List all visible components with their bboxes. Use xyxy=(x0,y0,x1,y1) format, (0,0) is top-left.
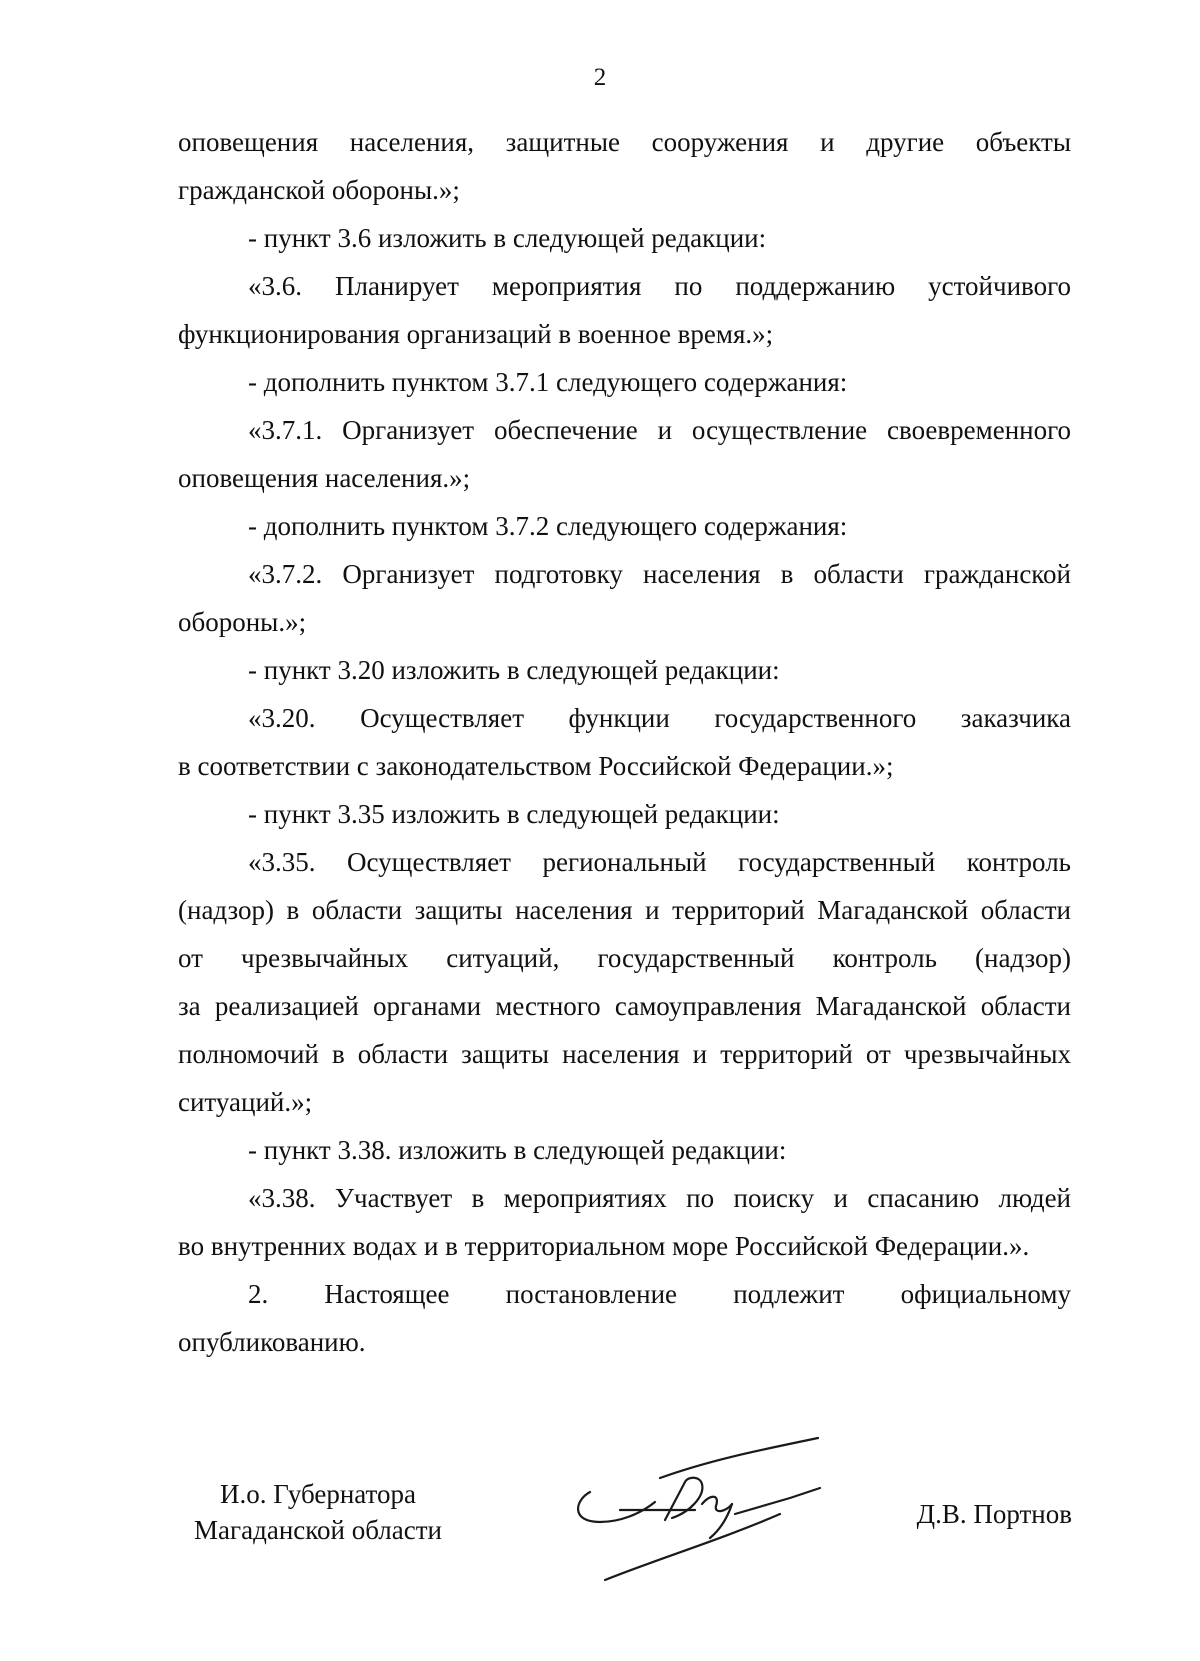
text-line: от чрезвычайных ситуаций, государственный контроль (надзор) xyxy=(178,943,1071,973)
text-line: опубликованию. xyxy=(178,1327,366,1357)
text-line: гражданской обороны.»; xyxy=(178,175,460,205)
text-line: «3.7.2. Организует подготовку населения в области гражданской xyxy=(248,559,1071,589)
text-line: ситуаций.»; xyxy=(178,1087,313,1117)
text-line: - пункт 3.6 изложить в следующей редакции: xyxy=(248,223,767,253)
page-number: 2 xyxy=(593,64,607,91)
text-line: - пункт 3.38. изложить в следующей редакции: xyxy=(248,1135,787,1165)
text-line: оповещения населения.»; xyxy=(178,463,471,493)
text-line: «3.20. Осуществляет функции государственного заказчика xyxy=(248,703,1071,733)
text-line: «3.35. Осуществляет региональный государственный контроль xyxy=(248,847,1071,877)
text-line: за реализацией органами местного самоуправления Магаданской области xyxy=(178,991,1071,1021)
text-line: функционирования организаций в военное время.»; xyxy=(178,319,774,349)
text-line: обороны.»; xyxy=(178,607,307,637)
text-line: полномочий в области защиты населения и территорий от чрезвычайных xyxy=(178,1039,1071,1069)
text-line: - дополнить пунктом 3.7.2 следующего содержания: xyxy=(248,511,848,541)
handwritten-signature xyxy=(560,1430,830,1590)
signer-position-line: Магаданской области xyxy=(194,1515,442,1545)
signer-position xyxy=(178,1476,458,1548)
text-line: оповещения населения, защитные сооружения и другие объекты xyxy=(178,127,1071,157)
signer-position-line: И.о. Губернатора xyxy=(219,1479,416,1509)
text-line: (надзор) в области защиты населения и территорий Магаданской области xyxy=(178,895,1071,925)
text-line: - пункт 3.20 изложить в следующей редакции: xyxy=(248,655,780,685)
text-line: «3.6. Планирует мероприятия по поддержанию устойчивого xyxy=(248,271,1071,301)
document-body xyxy=(178,118,1071,1366)
text-line: во внутренних водах и в территориальном море Российской Федерации.». xyxy=(178,1231,1030,1261)
text-line: «3.7.1. Организует обеспечение и осуществление своевременного xyxy=(248,415,1071,445)
text-line: «3.38. Участвует в мероприятиях по поиску и спасанию людей xyxy=(248,1183,1071,1213)
text-line: - дополнить пунктом 3.7.1 следующего содержания: xyxy=(248,367,848,397)
signer-name: Д.В. Портнов xyxy=(916,1499,1072,1529)
text-line: - пункт 3.35 изложить в следующей редакции: xyxy=(248,799,780,829)
text-line: 2. Настоящее постановление подлежит официальному xyxy=(248,1279,1071,1309)
text-line: в соответствии с законодательством Российской Федерации.»; xyxy=(178,751,894,781)
